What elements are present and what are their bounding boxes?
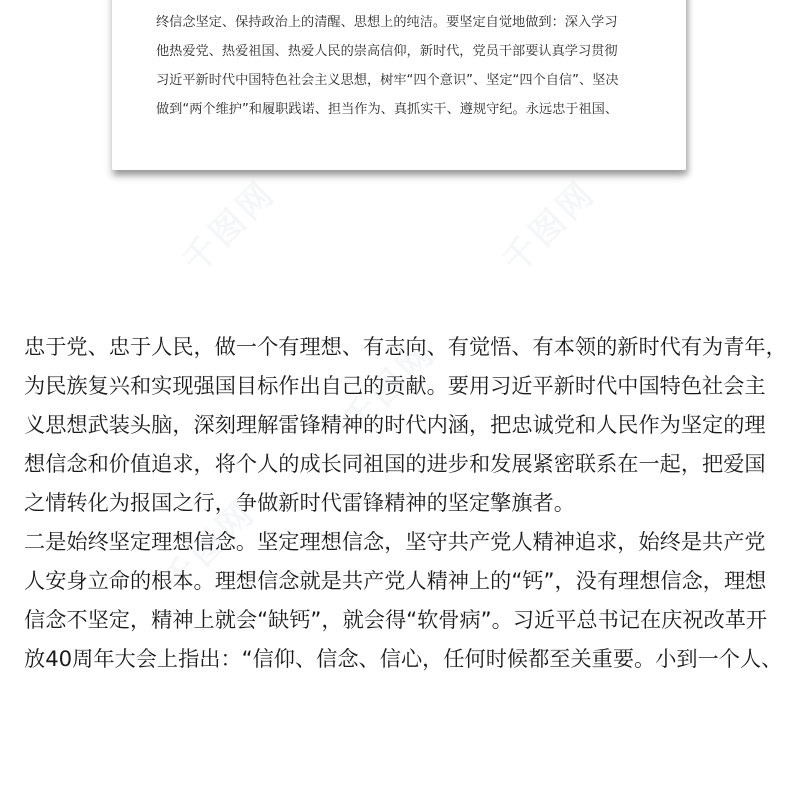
paragraph-line: 义思想武装头脑，深刻理解雷锋精神的时代内涵，把忠诚党和人民作为坚定的理 xyxy=(24,412,766,437)
paragraph-line: 为民族复兴和实现强国目标作出自己的贡献。要用习近平新时代中国特色社会主 xyxy=(24,373,766,398)
paragraph-line: 二是始终坚定理想信念。坚定理想信念，坚守共产党人精神追求，始终是共产党 xyxy=(24,529,766,554)
paragraph-line: 人安身立命的根本。理想信念就是共产党人精神上的“钙”，没有理想信念，理想 xyxy=(24,568,767,593)
paragraph-line: 信念不坚定，精神上就会“缺钙”，就会得“软骨病”。习近平总书记在庆祝改革开 xyxy=(24,607,768,632)
card-line: 习近平新时代中国特色社会主义思想，树牢“四个意识”、坚定“四个自信”、坚决 xyxy=(156,73,619,88)
card-line: 做到“两个维护”和履职践诺、担当作为、真抓实干、遵规守纪。永远忠于祖国、 xyxy=(156,102,619,117)
watermark-logo: 千图网 xyxy=(155,492,264,602)
card-text-block xyxy=(156,8,656,124)
watermark-logo: 千图网 xyxy=(495,172,604,282)
quote-card xyxy=(112,0,686,170)
paragraph-line: 忠于党、忠于人民，做一个有理想、有志向、有觉悟、有本领的新时代有为青年， xyxy=(24,334,787,359)
paragraph-line: 之情转化为报国之行，争做新时代雷锋精神的坚定擎旗者。 xyxy=(24,490,575,515)
paragraph-line: 想信念和价值追求，将个人的成长同祖国的进步和发展紧密联系在一起，把爱国 xyxy=(24,451,766,476)
card-line: 他热爱党、热爱祖国、热爱人民的崇高信仰，新时代，党员干部要认真学习贯彻 xyxy=(156,44,618,59)
watermark-logo: 千图网 xyxy=(175,172,284,282)
paragraph-line: 放40周年大会上指出：“信仰、信念、信心，任何时候都至关重要。小到一个人、 xyxy=(24,646,783,671)
watermark-logo: 千图网 xyxy=(335,332,444,442)
article-body xyxy=(24,327,787,678)
card-line: 终信念坚定、保持政治上的清醒、思想上的纯洁。要坚定自觉地做到：深入学习 xyxy=(156,15,618,30)
